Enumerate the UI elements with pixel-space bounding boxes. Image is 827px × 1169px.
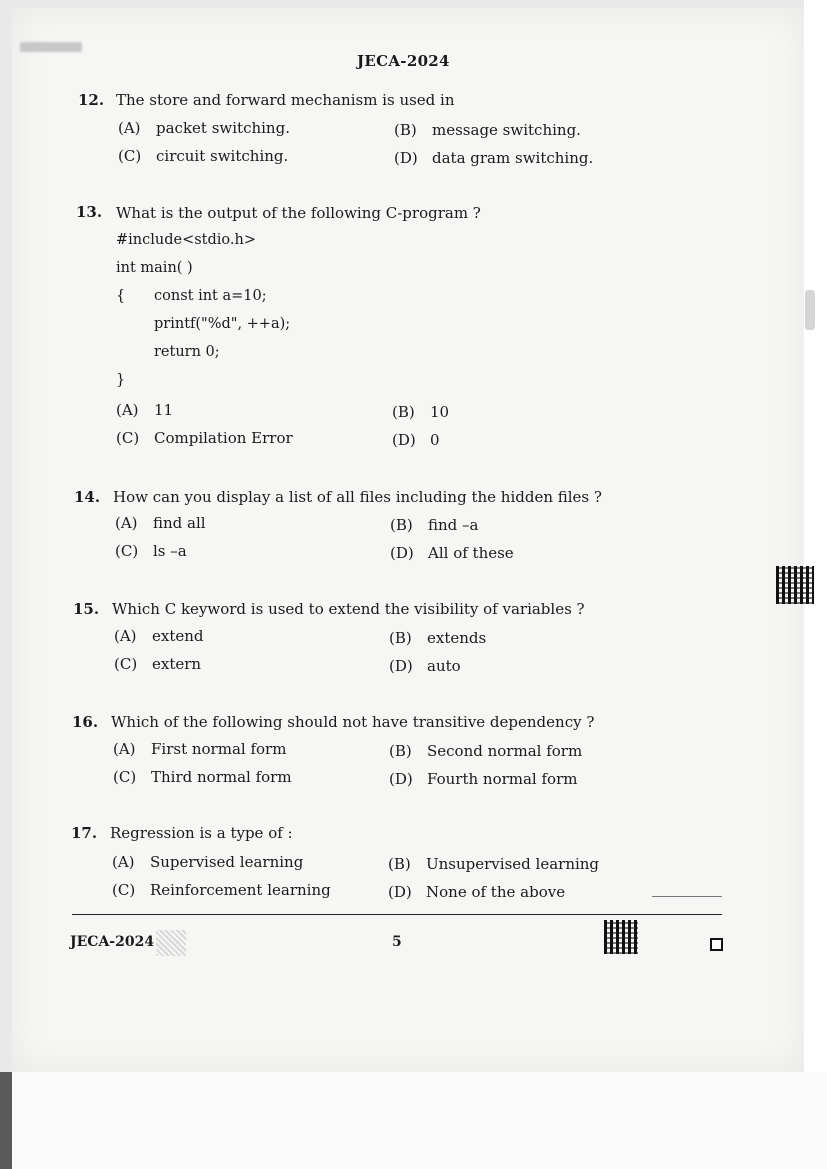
qr-code-icon [604, 920, 638, 954]
option-label: (D) [392, 431, 416, 449]
option-text: Reinforcement learning [150, 881, 331, 899]
option-label: (B) [394, 121, 417, 139]
binder-mark [805, 290, 815, 330]
option-text: None of the above [426, 883, 566, 901]
option-text: packet switching. [156, 119, 290, 137]
scan-left-shadow [0, 1072, 12, 1169]
code-line: int main( ) [116, 260, 193, 276]
option-label: (D) [388, 883, 412, 901]
option-label: (A) [116, 401, 139, 419]
option-text: extern [152, 655, 202, 673]
option-label: (C) [115, 542, 139, 560]
option-text: Third normal form [151, 768, 292, 786]
option-b [390, 516, 478, 534]
option-c [114, 655, 201, 673]
option-label: (A) [112, 853, 135, 871]
footer-exam-code: JECA-2024 [70, 934, 155, 950]
option-b [389, 742, 582, 760]
option-label: (B) [388, 855, 411, 873]
option-text: ls –a [153, 542, 187, 560]
option-label: (B) [392, 403, 415, 421]
question-number: 17. [71, 824, 98, 842]
option-a [114, 627, 204, 645]
option-a [112, 853, 303, 871]
code-line: #include<stdio.h> [116, 232, 256, 248]
code-line: { [116, 288, 126, 304]
option-text: 0 [430, 431, 440, 449]
question-text: Regression is a type of : [110, 824, 293, 842]
question-number: 13. [76, 203, 103, 221]
side-qr-code-icon [776, 566, 814, 604]
question-number: 16. [72, 713, 99, 731]
option-text: Fourth normal form [427, 770, 578, 788]
option-d [394, 149, 593, 167]
option-text: Compilation Error [154, 429, 293, 447]
option-label: (C) [118, 147, 142, 165]
option-b [392, 403, 449, 421]
option-label: (A) [115, 514, 138, 532]
option-label: (A) [113, 740, 136, 758]
option-text: First normal form [151, 740, 287, 758]
option-a [115, 514, 206, 532]
option-text: data gram switching. [432, 149, 594, 167]
option-text: Supervised learning [150, 853, 304, 871]
option-a [113, 740, 286, 758]
option-text: Unsupervised learning [426, 855, 600, 873]
faint-qr-icon [156, 930, 186, 956]
code-line: return 0; [154, 344, 220, 360]
question-text: Which C keyword is used to extend the visibility of variables ? [112, 600, 585, 618]
scan-smudge [20, 42, 82, 52]
option-label: (B) [389, 629, 412, 647]
option-c [118, 147, 288, 165]
option-label: (C) [116, 429, 140, 447]
option-label: (C) [114, 655, 138, 673]
option-label: (C) [112, 881, 136, 899]
question-number: 14. [74, 488, 101, 506]
option-label: (A) [118, 119, 141, 137]
option-d [389, 657, 461, 675]
scan-lower-margin [0, 1072, 827, 1169]
question-text: Which of the following should not have transitive dependency ? [111, 713, 595, 731]
option-c [113, 768, 292, 786]
code-line: printf("%d", ++a); [154, 316, 291, 332]
footer-divider [72, 914, 722, 915]
option-d [389, 770, 577, 788]
option-c [112, 881, 331, 899]
question-text: The store and forward mechanism is used in [116, 91, 455, 109]
code-line: } [116, 372, 126, 388]
option-d [390, 544, 514, 562]
question-text: What is the output of the following C-program ? [116, 204, 481, 222]
option-text: 10 [430, 403, 450, 421]
question-number: 12. [78, 91, 105, 109]
option-text: find all [153, 514, 206, 532]
option-label: (D) [389, 657, 413, 675]
page-title: JECA-2024 [357, 52, 450, 70]
option-label: (B) [389, 742, 412, 760]
option-label: (D) [389, 770, 413, 788]
option-text: All of these [428, 544, 514, 562]
footer-divider-short [652, 896, 722, 897]
option-text: message switching. [432, 121, 581, 139]
option-label: (C) [113, 768, 137, 786]
option-text: extends [427, 629, 487, 647]
option-label: (B) [390, 516, 413, 534]
option-d [392, 431, 440, 449]
option-b [394, 121, 581, 139]
option-d [388, 883, 565, 901]
option-c [116, 429, 293, 447]
checkbox-icon [710, 938, 723, 951]
option-a [118, 119, 290, 137]
option-text: find –a [428, 516, 479, 534]
option-text: circuit switching. [156, 147, 289, 165]
option-label: (A) [114, 627, 137, 645]
option-text: Second normal form [427, 742, 583, 760]
option-b [389, 629, 486, 647]
option-text: 11 [154, 401, 174, 419]
option-c [115, 542, 187, 560]
option-label: (D) [394, 149, 418, 167]
page-number: 5 [392, 934, 402, 950]
question-text: How can you display a list of all files including the hidden files ? [113, 488, 602, 506]
question-number: 15. [73, 600, 100, 618]
option-b [388, 855, 599, 873]
exam-page [12, 8, 804, 1072]
code-line: const int a=10; [154, 288, 267, 304]
option-text: auto [427, 657, 461, 675]
option-label: (D) [390, 544, 414, 562]
option-text: extend [152, 627, 204, 645]
option-a [116, 401, 173, 419]
